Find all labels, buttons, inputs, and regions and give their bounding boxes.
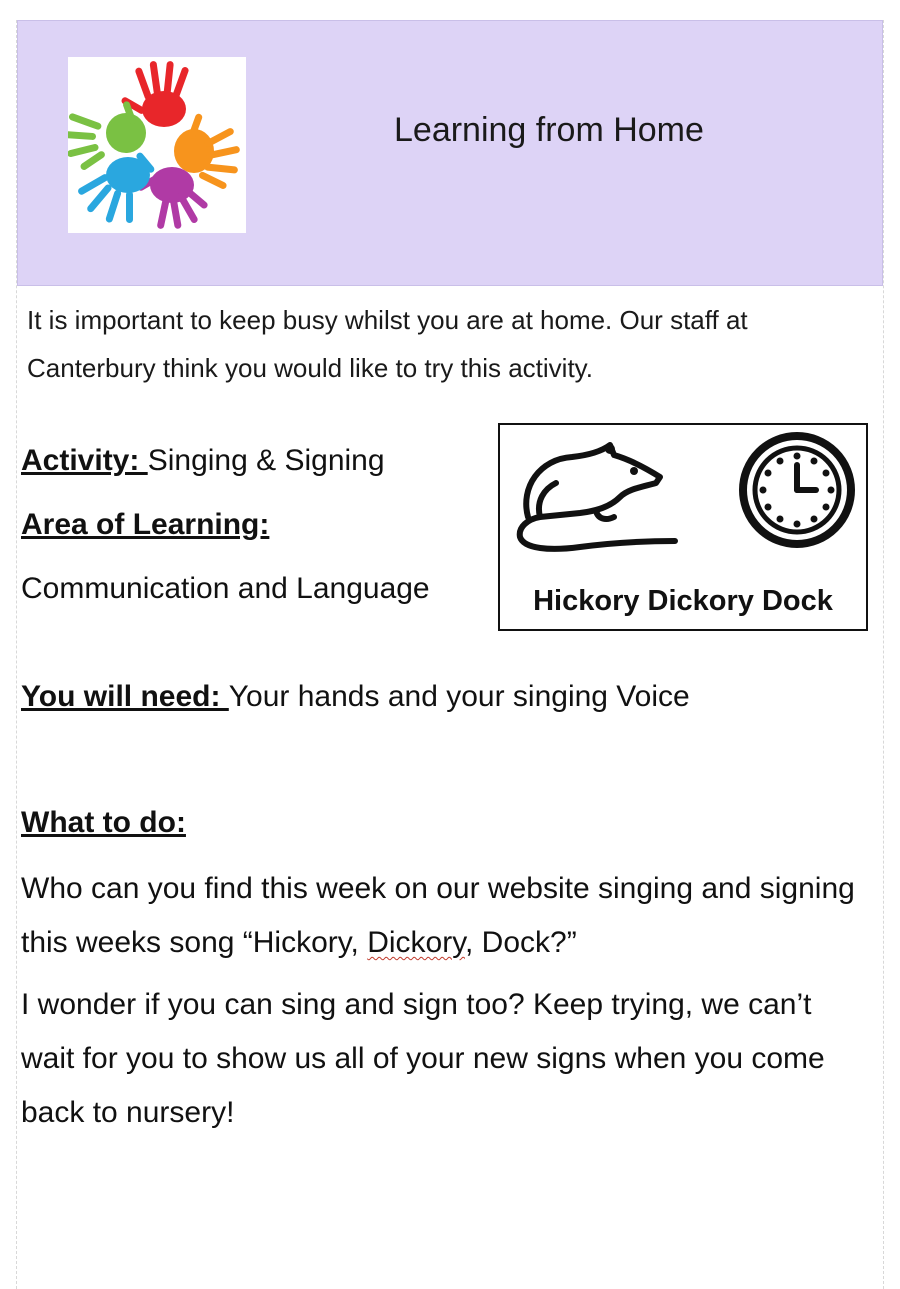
area-of-learning-value: Communication and Language [21, 572, 430, 605]
song-title: Hickory Dickory Dock [533, 585, 833, 617]
spellcheck-flagged-word: Dickory [367, 926, 465, 959]
activity-value: Singing & Signing [147, 444, 385, 477]
header-banner [17, 20, 883, 286]
what-to-do-label-line [21, 806, 186, 840]
mouse-icon [510, 437, 680, 557]
paragraph-1-text: Who can you find this week on our website singing and signing this weeks song “Hickory, [21, 872, 855, 959]
activity-line [21, 444, 385, 478]
activity-label: Activity: [21, 444, 148, 477]
you-will-need-label: You will need: [21, 680, 229, 713]
you-will-need-value: Your hands and your singing Voice [228, 680, 690, 713]
song-card [498, 423, 868, 631]
document-page [16, 20, 884, 1289]
what-to-do-label: What to do: [21, 806, 186, 839]
intro-text: It is important to keep busy whilst you are at home. Our staff at Canterbury think you would like to try this activity. [27, 305, 748, 383]
colorful-hands-logo-icon [68, 57, 246, 233]
what-to-do-paragraph-1 [21, 862, 871, 970]
area-of-learning-label-line [21, 508, 269, 542]
you-will-need-line [21, 680, 690, 714]
paragraph-1-end: , Dock?” [465, 926, 577, 959]
what-to-do-paragraph-2: I wonder if you can sing and sign too? Keep trying, we can’t wait for you to show us all of your new signs when you come back to nursery! [21, 988, 825, 1129]
page-title: Learning from Home [394, 111, 704, 149]
clock-icon [738, 431, 856, 549]
area-of-learning-label: Area of Learning: [21, 508, 270, 541]
